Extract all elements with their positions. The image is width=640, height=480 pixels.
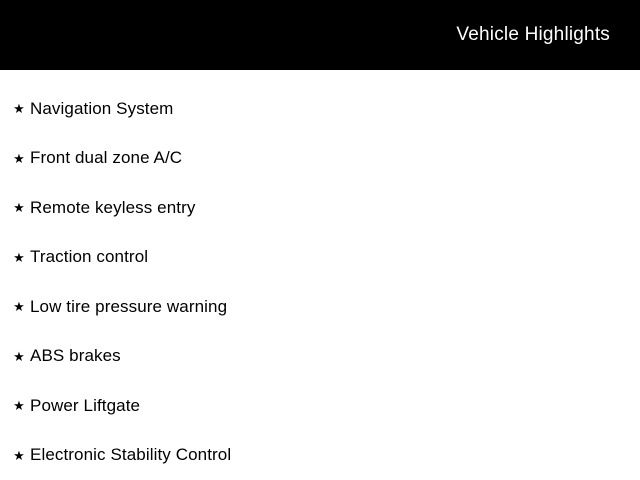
feature-label: Traction control <box>30 247 149 267</box>
feature-label: Electronic Stability Control <box>30 445 232 465</box>
list-item <box>0 431 640 480</box>
list-item <box>0 183 640 233</box>
star-icon: ★ <box>13 150 25 166</box>
list-item <box>0 233 640 283</box>
star-icon: ★ <box>13 249 25 265</box>
list-item <box>0 84 640 134</box>
list-item <box>0 134 640 184</box>
list-item <box>0 282 640 332</box>
list-item <box>0 332 640 382</box>
vehicle-features-list <box>0 84 640 480</box>
star-icon: ★ <box>13 200 25 216</box>
feature-label: Remote keyless entry <box>30 197 196 217</box>
star-icon: ★ <box>13 398 25 414</box>
star-icon: ★ <box>13 447 25 463</box>
highlights-content <box>0 70 640 480</box>
star-icon: ★ <box>13 299 25 315</box>
page-title: Vehicle Highlights <box>456 24 610 45</box>
feature-label: Navigation System <box>30 98 174 118</box>
feature-label: Front dual zone A/C <box>30 148 183 168</box>
feature-label: Power Liftgate <box>30 395 141 415</box>
page-header <box>0 0 640 70</box>
star-icon: ★ <box>13 101 25 117</box>
star-icon: ★ <box>13 348 25 364</box>
feature-label: Low tire pressure warning <box>30 296 228 316</box>
list-item <box>0 381 640 431</box>
feature-label: ABS brakes <box>30 346 121 366</box>
